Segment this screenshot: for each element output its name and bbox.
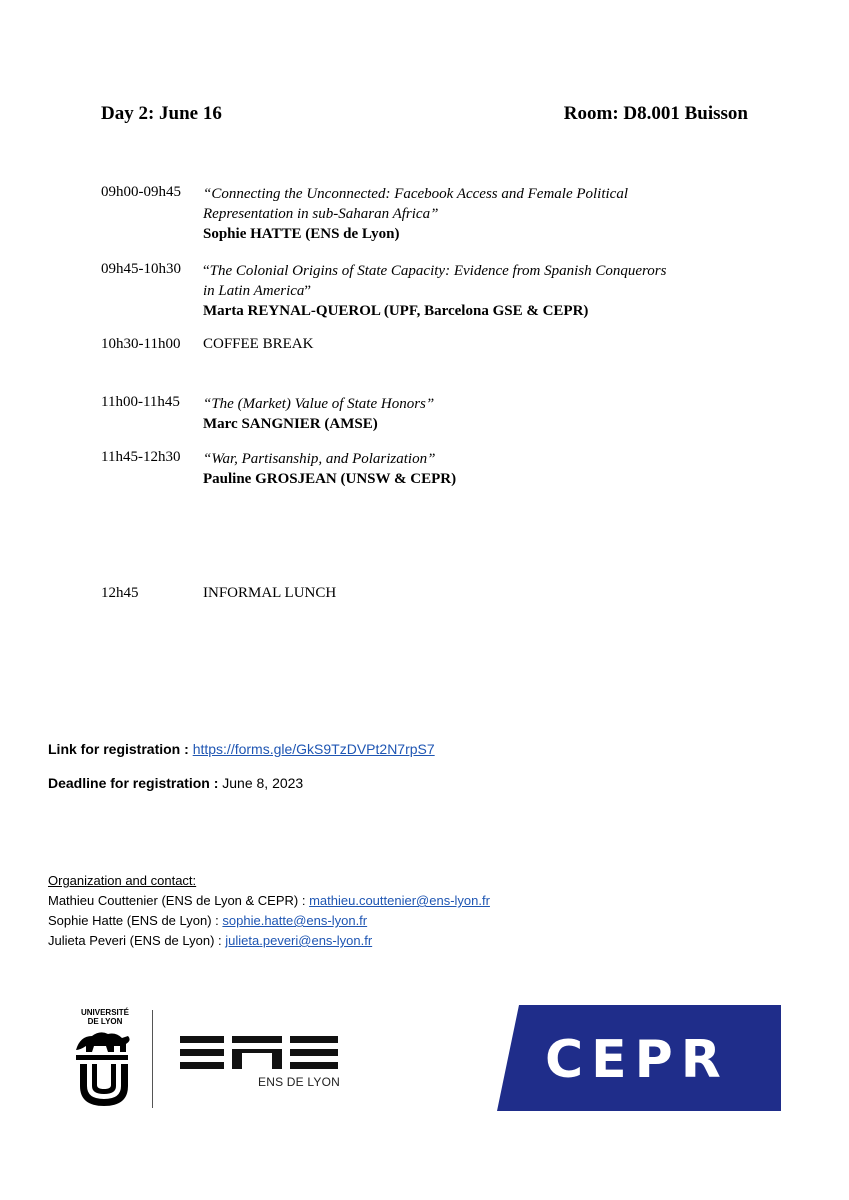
talk-title-line: The Colonial Origins of State Capacity: Evidence from Spanish Conquerors	[209, 263, 667, 279]
contact-email[interactable]: julieta.peveri@ens-lyon.fr	[225, 933, 373, 948]
registration-deadline-line	[48, 775, 303, 791]
break-label: COFFEE BREAK	[203, 336, 314, 352]
session-time: 11h45-12h30	[101, 449, 181, 465]
universite-de-lyon-logo	[70, 1006, 140, 1112]
contact-name: Sophie Hatte (ENS de Lyon) :	[48, 913, 219, 928]
session-time: 12h45	[101, 585, 139, 601]
organization-block	[48, 871, 490, 951]
contact-row	[48, 891, 490, 911]
talk-speaker: Marc SANGNIER (AMSE)	[203, 416, 378, 432]
talk-title-line: “Connecting the Unconnected: Facebook Access and Female Political	[203, 186, 629, 202]
universite-logo-text-line2: DE LYON	[87, 1017, 123, 1026]
session-talk	[203, 261, 666, 321]
contact-row	[48, 911, 490, 931]
session-talk	[203, 394, 434, 434]
session-talk	[203, 449, 456, 489]
contact-email[interactable]: sophie.hatte@ens-lyon.fr	[222, 913, 368, 928]
logo-bar	[76, 1055, 128, 1060]
room-title: Room: D8.001 Buisson	[563, 103, 748, 124]
session-time: 11h00-11h45	[101, 394, 180, 410]
contact-name: Julieta Peveri (ENS de Lyon) :	[48, 933, 222, 948]
organization-heading: Organization and contact:	[48, 873, 197, 888]
ens-logo	[180, 1036, 340, 1070]
talk-speaker: Pauline GROSJEAN (UNSW & CEPR)	[203, 471, 457, 487]
contact-name: Mathieu Couttenier (ENS de Lyon & CEPR) :	[48, 893, 306, 908]
contact-email[interactable]: mathieu.couttenier@ens-lyon.fr	[309, 893, 490, 908]
quote-open: “	[203, 263, 210, 279]
talk-title-line: in Latin America	[203, 283, 305, 299]
session-time: 10h30-11h00	[101, 336, 181, 352]
talk-title-line: “The (Market) Value of State Honors”	[203, 396, 435, 412]
talk-speaker: Marta REYNAL-QUEROL (UPF, Barcelona GSE & CEPR)	[203, 303, 589, 319]
session-talk	[203, 184, 628, 244]
registration-link-line	[48, 741, 435, 757]
session-time: 09h00-09h45	[101, 184, 181, 200]
logo-divider	[152, 1010, 153, 1108]
registration-link[interactable]: https://forms.gle/GkS9TzDVPt2N7rpS7	[192, 741, 435, 757]
universite-logo-text-line1: UNIVERSITÉ	[80, 1008, 130, 1017]
contact-row	[48, 931, 490, 951]
shield-icon	[80, 1064, 128, 1106]
day-title: Day 2: June 16	[101, 103, 222, 124]
lion-icon	[76, 1032, 130, 1052]
shield-inner-icon	[92, 1064, 116, 1094]
lunch-label: INFORMAL LUNCH	[203, 585, 337, 601]
cepr-logo-text: CEPR	[545, 1030, 729, 1090]
talk-speaker: Sophie HATTE (ENS de Lyon)	[203, 226, 400, 242]
talk-title-line: Representation in sub-Saharan Africa”	[203, 206, 439, 222]
session-time: 09h45-10h30	[101, 261, 181, 277]
talk-title-line: “War, Partisanship, and Polarization”	[203, 451, 436, 467]
deadline-value: June 8, 2023	[222, 775, 304, 791]
registration-link-label: Link for registration :	[48, 741, 189, 757]
deadline-label: Deadline for registration :	[48, 775, 219, 791]
ens-caption: ENS DE LYON	[258, 1075, 340, 1089]
quote-close: ”	[304, 283, 312, 299]
